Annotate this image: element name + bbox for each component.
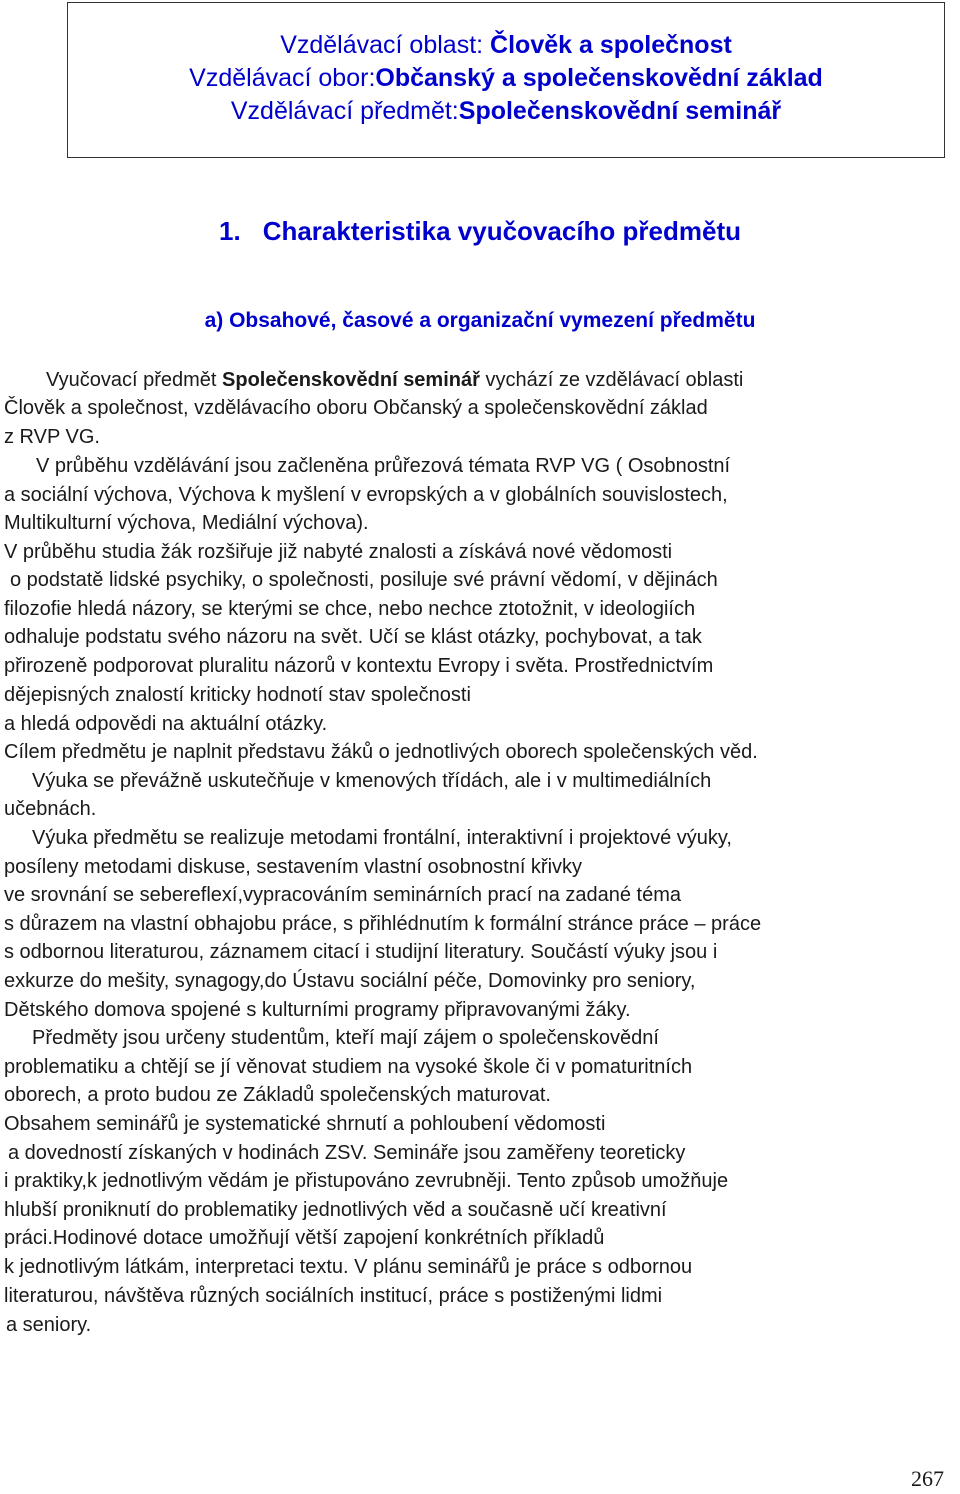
text-line: V průběhu studia žák rozšiřuje již nabyté znalosti a získává nové vědomosti — [4, 541, 673, 563]
text-line: literaturou, návštěva různých sociálních institucí, práce s postiženými lidmi — [4, 1285, 663, 1307]
intro-after: vychází ze vzdělávací oblasti — [479, 369, 744, 391]
text-line: Cílem předmětu je naplnit představu žáků o jednotlivých oborech společenských věd. — [4, 741, 758, 763]
educational-subject-value: Společenskovědní seminář — [458, 97, 782, 125]
section-heading — [0, 216, 960, 247]
text-line: učebnách. — [4, 798, 97, 820]
text-line: problematiku a chtějí se jí věnovat studiem na vysoké škole či v pomaturitních — [4, 1056, 693, 1078]
text-line: Multikulturní výchova, Mediální výchova). — [4, 512, 369, 534]
text-line: a dovedností získaných v hodinách ZSV. Semináře jsou zaměřeny teoreticky — [8, 1142, 686, 1164]
text-line: exkurze do mešity, synagogy,do Ústavu sociální péče, Domovinky pro seniory, — [4, 970, 696, 992]
educational-area-label: Vzdělávací oblast: — [280, 31, 484, 59]
subsection-heading: a) Obsahové, časové a organizační vymezení předmětu — [204, 309, 756, 332]
text-line: odhaluje podstatu svého názoru na svět. Učí se klást otázky, pochybovat, a tak — [4, 626, 702, 648]
section-title: Charakteristika vyučovacího předmětu — [262, 216, 741, 246]
text-line: a sociální výchova, Výchova k myšlení v evropských a v globálních souvislostech, — [4, 484, 728, 506]
header-box — [67, 2, 945, 158]
text-line: Obsahem seminářů je systematické shrnutí a pohloubení vědomosti — [4, 1113, 606, 1135]
text-line: dějepisných znalostí kriticky hodnotí stav společnosti — [4, 684, 471, 706]
educational-field-line — [68, 64, 944, 93]
text-line: Předměty jsou určeny studentům, kteří mají zájem o společenskovědní — [32, 1027, 659, 1049]
educational-subject-label: Vzdělávací předmět: — [230, 97, 459, 125]
text-line: Výuka se převážně uskutečňuje v kmenových třídách, ale i v multimediálních — [32, 770, 712, 792]
text-line: hlubší proniknutí do problematiky jednotlivých věd a současně učí kreativní — [4, 1199, 667, 1221]
text-line: i praktiky,k jednotlivým vědám je přistupováno zevrubněji. Tento způsob umožňuje — [4, 1170, 729, 1192]
text-line: k jednotlivým látkám, interpretaci textu. V plánu seminářů je práce s odbornou — [4, 1256, 693, 1278]
educational-field-value: Občanský a společenskovědní základ — [375, 64, 823, 92]
educational-field-label: Vzdělávací obor: — [189, 64, 376, 92]
text-line: přirozeně podporovat pluralitu názorů v kontextu Evropy i světa. Prostřednictvím — [4, 655, 714, 677]
educational-subject-line — [68, 97, 944, 126]
text-line: Člověk a společnost, vzdělávacího oboru Občanský a společenskovědní základ — [4, 397, 708, 419]
page-number: 267 — [911, 1466, 944, 1491]
text-line: o podstatě lidské psychiky, o společnosti, posiluje své právní vědomí, v dějinách — [10, 569, 718, 591]
text-line: z RVP VG. — [4, 426, 100, 448]
text-line: Výuka předmětu se realizuje metodami frontální, interaktivní i projektové výuky, — [32, 827, 732, 849]
text-line: ve srovnání se sebereflexí,vypracováním seminárních prací na zadané téma — [4, 884, 682, 906]
educational-area-line — [68, 31, 944, 60]
text-line: Dětského domova spojené s kulturními programy připravovanými žáky. — [4, 999, 631, 1021]
text-line: filozofie hledá názory, se kterými se chce, nebo nechce ztotožnit, v ideologiích — [4, 598, 696, 620]
text-line: posíleny metodami diskuse, sestavením vlastní osobnostní křivky — [4, 856, 583, 878]
text-line: oborech, a proto budou ze Základů společenských maturovat. — [4, 1084, 551, 1106]
text-line: s odbornou literaturou, záznamem citací i studijní literatury. Součástí výuky jsou i — [4, 941, 718, 963]
text-line: práci.Hodinové dotace umožňují větší zapojení konkrétních příkladů — [4, 1227, 605, 1249]
text-line: s důrazem na vlastní obhajobu práce, s přihlédnutím k formální stránce práce – práce — [4, 913, 762, 935]
text-line: a hledá odpovědi na aktuální otázky. — [4, 713, 328, 735]
section-number: 1. — [219, 216, 241, 246]
text-line: a seniory. — [6, 1314, 92, 1336]
text-line: V průběhu vzdělávání jsou začleněna průřezová témata RVP VG ( Osobnostní — [36, 455, 731, 477]
intro-line — [46, 366, 743, 394]
intro-subject-name: Společenskovědní seminář — [222, 369, 480, 391]
educational-area-value: Člověk a společnost — [490, 31, 732, 59]
intro-before: Vyučovací předmět — [46, 369, 223, 391]
